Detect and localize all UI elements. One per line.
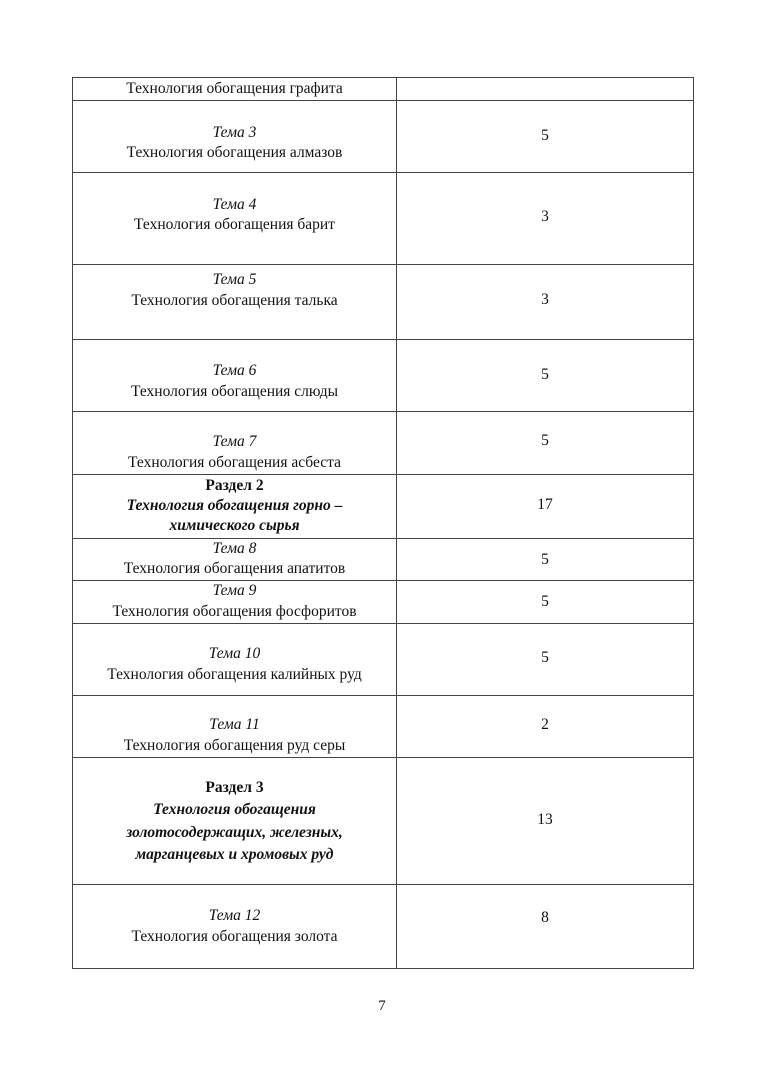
hours-cell [397, 265, 694, 340]
topic-title: Технология обогащения апатитов [123, 560, 346, 577]
hours-value: 3 [541, 291, 549, 308]
topic-title: Технология обогащения графита [126, 80, 343, 97]
topic-title: Технология обогащения калийных руд [107, 666, 362, 683]
table-row [73, 758, 694, 885]
theme-label: Тема 9 [212, 582, 257, 599]
theme-label: Тема 5 [212, 271, 257, 288]
table-row [73, 885, 694, 969]
table-row [73, 696, 694, 758]
topic-cell [73, 885, 397, 969]
topic-title: Технология обогащения руд серы [123, 737, 346, 754]
theme-label: Тема 10 [208, 645, 261, 662]
hours-value: 5 [541, 649, 549, 666]
section-title: Технология обогащения горно – [126, 497, 343, 514]
theme-label: Тема 12 [208, 907, 261, 924]
topic-cell [73, 412, 397, 475]
section-label: Раздел 2 [205, 477, 264, 494]
hours-value: 8 [541, 909, 549, 926]
topic-cell [73, 624, 397, 696]
section-cell [73, 758, 397, 885]
section-title: золотосодержащих, железных, [126, 824, 343, 841]
topic-title: Технология обогащения алмазов [126, 144, 343, 161]
hours-cell [397, 101, 694, 173]
topic-cell [73, 101, 397, 173]
topic-cell [73, 581, 397, 624]
table-row [73, 624, 694, 696]
section-label: Раздел 3 [205, 779, 264, 796]
theme-label: Тема 4 [212, 196, 257, 213]
table-row [73, 265, 694, 340]
hours-value: 5 [541, 432, 549, 449]
table-row [73, 539, 694, 581]
theme-label: Тема 6 [212, 362, 257, 379]
table-row [73, 101, 694, 173]
topic-cell [73, 173, 397, 265]
section-title: химического сырья [169, 517, 300, 534]
theme-label: Тема 11 [209, 716, 260, 733]
hours-value: 13 [537, 811, 553, 828]
hours-value: 5 [541, 593, 549, 610]
hours-cell [397, 581, 694, 624]
table-row [73, 78, 694, 101]
hours-value: 5 [541, 551, 549, 568]
page-number: 7 [378, 998, 386, 1014]
hours-value: 2 [541, 716, 549, 733]
hours-cell [397, 539, 694, 581]
topic-cell [73, 696, 397, 758]
curriculum-table [72, 77, 694, 969]
hours-value: 5 [541, 127, 549, 144]
hours-value: 3 [541, 208, 549, 225]
hours-cell [397, 173, 694, 265]
theme-label: Тема 3 [212, 124, 257, 141]
topic-cell [73, 78, 397, 101]
hours-cell [397, 696, 694, 758]
topic-cell [73, 340, 397, 412]
hours-cell [397, 758, 694, 885]
hours-cell [397, 624, 694, 696]
table-row [73, 475, 694, 539]
topic-cell [73, 265, 397, 340]
theme-label: Тема 8 [212, 540, 257, 557]
table-row [73, 412, 694, 475]
table-row [73, 173, 694, 265]
hours-cell [397, 885, 694, 969]
hours-cell [397, 475, 694, 539]
theme-label: Тема 7 [212, 433, 257, 450]
topic-cell [73, 539, 397, 581]
section-cell [73, 475, 397, 539]
topic-title: Технология обогащения асбеста [128, 454, 341, 471]
section-title: марганцевых и хромовых руд [135, 846, 334, 863]
hours-value: 5 [541, 366, 549, 383]
hours-value: 17 [537, 496, 553, 513]
topic-title: Технология обогащения барит [134, 216, 335, 233]
topic-title: Технология обогащения талька [131, 292, 338, 309]
topic-title: Технология обогащения слюды [130, 383, 339, 400]
hours-cell [397, 412, 694, 475]
hours-cell [397, 78, 694, 101]
table-row [73, 340, 694, 412]
topic-title: Технология обогащения фосфоритов [112, 603, 357, 620]
hours-cell [397, 340, 694, 412]
section-title: Технология обогащения [153, 801, 316, 818]
table-row [73, 581, 694, 624]
topic-title: Технология обогащения золота [131, 928, 338, 945]
